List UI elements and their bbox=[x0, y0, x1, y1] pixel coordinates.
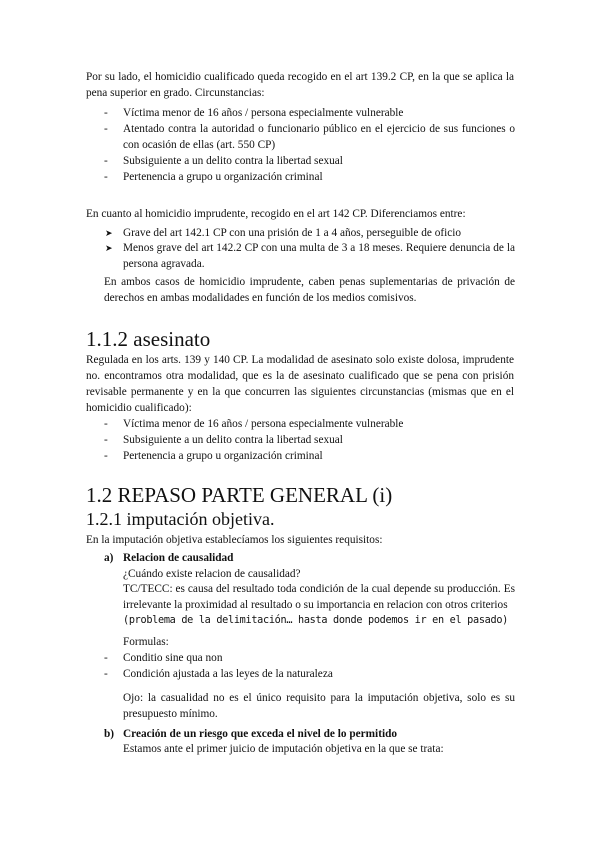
list-dash: - bbox=[104, 123, 108, 135]
item-a-marker: a) bbox=[104, 552, 114, 564]
list-item: Subsiguiente a un delito contra la libertad sexual bbox=[123, 155, 343, 167]
arrow-bullet-icon: ➤ bbox=[105, 228, 113, 238]
paragraph-homicidio-cualificado: Por su lado, el homicidio cualificado queda recogido en el art 139.2 CP, en la que se aplica la pena superior en grado. Circunstancias: bbox=[86, 71, 514, 99]
list-item: Pertenencia a grupo u organización criminal bbox=[123, 171, 323, 183]
list-dash: - bbox=[104, 668, 108, 680]
list-item: Víctima menor de 16 años / persona especialmente vulnerable bbox=[123, 418, 404, 430]
item-a-handwritten-note: (problema de la delimitación… hasta donde podemos ir en el pasado) bbox=[123, 615, 509, 626]
paragraph-penas-suplementarias: En ambos casos de homicidio imprudente, caben penas suplementarias de privación de derechos en ambas modalidades en función de los medios comisivos. bbox=[104, 276, 515, 304]
item-b-title: Creación de un riesgo que exceda el nivel de lo permitido bbox=[123, 728, 398, 740]
heading-repaso-parte-general: 1.2 REPASO PARTE GENERAL (i) bbox=[86, 483, 393, 507]
list-dash: - bbox=[104, 171, 108, 183]
list-dash: - bbox=[104, 155, 108, 167]
item-a-title: Relacion de causalidad bbox=[123, 552, 234, 564]
paragraph-homicidio-imprudente: En cuanto al homicidio imprudente, recogido en el art 142 CP. Diferenciamos entre: bbox=[86, 208, 466, 220]
paragraph-asesinato: Regulada en los arts. 139 y 140 CP. La modalidad de asesinato solo existe dolosa, imprudente no. encontramos otra modalidad, que es la de asesinato cualificado que se pena con prisión revisable permanente y en la que concurren las siguientes circunstancias (mismas que en el homicidio cualificado): bbox=[86, 354, 514, 414]
heading-imputacion-objetiva: 1.2.1 imputación objetiva. bbox=[86, 509, 275, 529]
list-item: Víctima menor de 16 años / persona especialmente vulnerable bbox=[123, 107, 404, 119]
item-b-text: Estamos ante el primer juicio de imputación objetiva en la que se trata: bbox=[123, 743, 444, 755]
item-a-note: Ojo: la casualidad no es el único requisito para la imputación objetiva, solo es su presupuesto mínimo. bbox=[123, 692, 515, 720]
list-dash: - bbox=[104, 450, 108, 462]
list-item: Atentado contra la autoridad o funcionario público en el ejercicio de sus funciones o con ocasión de ellas (art. 550 CP) bbox=[123, 123, 515, 151]
list-dash: - bbox=[104, 652, 108, 664]
formula-item: Conditio sine qua non bbox=[123, 652, 223, 664]
heading-asesinato: 1.1.2 asesinato bbox=[86, 327, 211, 351]
list-dash: - bbox=[104, 418, 108, 430]
arrow-bullet-icon: ➤ bbox=[105, 243, 113, 253]
list-item: Subsiguiente a un delito contra la libertad sexual bbox=[123, 434, 343, 446]
item-b-marker: b) bbox=[104, 728, 115, 740]
list-dash: - bbox=[104, 107, 108, 119]
list-item: Pertenencia a grupo u organización criminal bbox=[123, 450, 323, 462]
paragraph-requisitos: En la imputación objetiva establecíamos los siguientes requisitos: bbox=[86, 534, 383, 546]
formulas-label: Formulas: bbox=[123, 636, 169, 648]
formula-item: Condición ajustada a las leyes de la naturaleza bbox=[123, 668, 333, 680]
list-dash: - bbox=[104, 434, 108, 446]
arrow-list-item: Menos grave del art 142.2 CP con una multa de 3 a 18 meses. Requiere denuncia de la persona agravada. bbox=[123, 242, 515, 270]
arrow-list-item: Grave del art 142.1 CP con una prisión de 1 a 4 años, perseguible de oficio bbox=[123, 227, 462, 239]
item-a-question: ¿Cuándo existe relacion de causalidad? bbox=[123, 568, 301, 580]
item-a-text: TC/TECC: es causa del resultado toda condición de la cual depende su producción. Es irrelevante la proximidad al resultado o su importancia en relacion con otros criterios bbox=[123, 583, 515, 611]
